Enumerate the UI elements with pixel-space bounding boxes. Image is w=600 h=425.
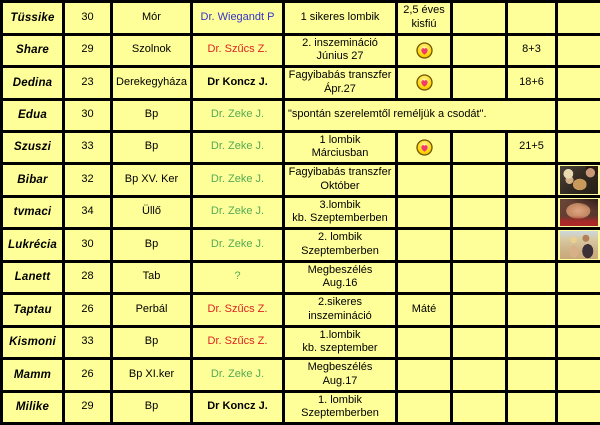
member-status <box>284 359 397 392</box>
member-result <box>507 196 557 229</box>
member-doctor: Dr Koncz J. <box>192 391 284 424</box>
table-row <box>2 261 600 294</box>
member-age: 34 <box>64 196 112 229</box>
member-name: Mamm <box>2 359 64 392</box>
member-extra-empty <box>452 229 507 262</box>
member-name: Taptau <box>2 294 64 327</box>
member-photo-cell <box>557 99 600 131</box>
member-extra <box>397 359 452 392</box>
member-name: Edua <box>2 99 64 131</box>
member-status <box>284 131 397 164</box>
member-doctor: Dr. Zeke J. <box>192 99 284 131</box>
member-age: 28 <box>64 261 112 294</box>
member-extra <box>397 326 452 359</box>
member-result <box>507 326 557 359</box>
member-status <box>284 261 397 294</box>
member-photo-couple-with-dog[interactable] <box>560 166 598 194</box>
member-photo-cell <box>557 67 600 100</box>
member-result <box>507 261 557 294</box>
member-extra <box>397 196 452 229</box>
member-photo-cell <box>557 34 600 67</box>
member-result <box>507 391 557 424</box>
member-city: Bp <box>112 99 192 131</box>
status-line: kb. Szeptemberben <box>287 212 393 226</box>
member-city: Bp <box>112 131 192 164</box>
member-photo-cell <box>557 261 600 294</box>
member-extra <box>397 229 452 262</box>
member-city: Perbál <box>112 294 192 327</box>
status-line: 1.lombik <box>287 329 393 343</box>
member-extra-empty <box>452 196 507 229</box>
member-extra-empty <box>452 359 507 392</box>
member-status <box>284 229 397 262</box>
member-name: Dedina <box>2 67 64 100</box>
member-name: Bibar <box>2 164 64 197</box>
member-status <box>284 164 397 197</box>
member-doctor: Dr. Zeke J. <box>192 131 284 164</box>
table-row <box>2 164 600 197</box>
member-age: 30 <box>64 99 112 131</box>
member-result <box>507 294 557 327</box>
status-line: Június 27 <box>287 50 393 64</box>
member-extra-empty <box>452 34 507 67</box>
member-doctor: Dr. Zeke J. <box>192 164 284 197</box>
member-age: 23 <box>64 67 112 100</box>
status-line: Márciusban <box>287 147 393 161</box>
table-row <box>2 196 600 229</box>
status-line: 2. lombik <box>287 231 393 245</box>
member-status <box>284 294 397 327</box>
member-doctor: Dr. Zeke J. <box>192 359 284 392</box>
member-extra-empty <box>452 261 507 294</box>
status-line: "spontán szerelemtől reméljük a csodát". <box>288 108 553 122</box>
member-status <box>284 2 397 35</box>
member-doctor: Dr. Szűcs Z. <box>192 326 284 359</box>
member-status <box>284 67 397 100</box>
member-extra-empty <box>452 2 507 35</box>
member-extra <box>397 67 452 100</box>
member-result: 8+3 <box>507 34 557 67</box>
member-city: Bp <box>112 326 192 359</box>
member-result <box>507 164 557 197</box>
table-row <box>2 34 600 67</box>
status-line: inszemináció <box>287 310 393 324</box>
member-photo-cell <box>557 164 600 197</box>
member-photo-cell <box>557 131 600 164</box>
status-line: Aug.17 <box>287 375 393 389</box>
member-name: Kismoni <box>2 326 64 359</box>
member-status <box>284 99 557 131</box>
status-line: Október <box>287 180 393 194</box>
status-line: 1 lombik <box>287 134 393 148</box>
member-extra <box>397 131 452 164</box>
member-name: Lanett <box>2 261 64 294</box>
status-line: 1. lombik <box>287 394 393 408</box>
member-photo-cell <box>557 196 600 229</box>
member-extra-empty <box>452 131 507 164</box>
member-extra <box>397 34 452 67</box>
member-photo-cell <box>557 391 600 424</box>
member-city: Mór <box>112 2 192 35</box>
member-age: 29 <box>64 34 112 67</box>
member-age: 30 <box>64 2 112 35</box>
member-name: Tüssike <box>2 2 64 35</box>
member-photo-cell <box>557 2 600 35</box>
member-extra: Máté <box>397 294 452 327</box>
member-city: Bp XV. Ker <box>112 164 192 197</box>
member-name: Milike <box>2 391 64 424</box>
member-doctor: Dr. Szűcs Z. <box>192 34 284 67</box>
status-line: Szeptemberben <box>287 407 393 421</box>
member-doctor: Dr. Wiegandt P <box>192 2 284 35</box>
member-name: Share <box>2 34 64 67</box>
member-status <box>284 326 397 359</box>
status-line: Megbeszélés <box>287 361 393 375</box>
table-row <box>2 229 600 262</box>
status-line: Ápr.27 <box>287 83 393 97</box>
member-doctor: Dr. Zeke J. <box>192 196 284 229</box>
member-age: 33 <box>64 326 112 359</box>
member-extra-empty <box>452 391 507 424</box>
member-status <box>284 391 397 424</box>
member-extra <box>397 391 452 424</box>
member-photo-cell <box>557 359 600 392</box>
heart-smiley-icon <box>416 42 433 59</box>
member-doctor: ? <box>192 261 284 294</box>
member-extra-empty <box>452 294 507 327</box>
member-age: 30 <box>64 229 112 262</box>
heart-smiley-icon <box>416 139 433 156</box>
member-name: Lukrécia <box>2 229 64 262</box>
table-body <box>2 2 600 424</box>
table-row <box>2 326 600 359</box>
member-status <box>284 196 397 229</box>
table-row <box>2 294 600 327</box>
member-doctor: Dr. Szűcs Z. <box>192 294 284 327</box>
status-line: 2. inszemináció <box>287 37 393 51</box>
member-city: Szolnok <box>112 34 192 67</box>
status-line: Fagyibabás transzfer <box>287 69 393 83</box>
status-line: 3.lombik <box>287 199 393 213</box>
member-name: Szuszi <box>2 131 64 164</box>
member-city: Bp XI.ker <box>112 359 192 392</box>
table-row <box>2 131 600 164</box>
member-age: 32 <box>64 164 112 197</box>
member-name: tvmaci <box>2 196 64 229</box>
member-doctor: Dr Koncz J. <box>192 67 284 100</box>
member-photo-face-closeup[interactable] <box>560 199 598 227</box>
status-line: Fagyibabás transzfer <box>287 166 393 180</box>
member-city: Bp <box>112 391 192 424</box>
member-photo-cell <box>557 294 600 327</box>
member-result: 18+6 <box>507 67 557 100</box>
heart-smiley-icon <box>416 74 433 91</box>
member-photo-beach-couple[interactable] <box>560 231 598 259</box>
member-result <box>507 2 557 35</box>
table-row <box>2 359 600 392</box>
table-row <box>2 391 600 424</box>
member-extra <box>397 164 452 197</box>
table-row <box>2 2 600 35</box>
member-age: 29 <box>64 391 112 424</box>
member-extra-empty <box>452 164 507 197</box>
member-extra-empty <box>452 67 507 100</box>
status-line: Szeptemberben <box>287 245 393 259</box>
member-age: 26 <box>64 359 112 392</box>
member-city: Derekegyháza <box>112 67 192 100</box>
member-extra <box>397 261 452 294</box>
status-line: Aug.16 <box>287 277 393 291</box>
member-result: 21+5 <box>507 131 557 164</box>
member-city: Üllő <box>112 196 192 229</box>
member-photo-cell <box>557 326 600 359</box>
member-result <box>507 229 557 262</box>
status-line: kb. szeptember <box>287 342 393 356</box>
status-line: 1 sikeres lombik <box>287 11 393 25</box>
status-line: Megbeszélés <box>287 264 393 278</box>
member-status <box>284 34 397 67</box>
member-extra: 2,5 éves kisfiú <box>397 2 452 35</box>
member-age: 26 <box>64 294 112 327</box>
member-age: 33 <box>64 131 112 164</box>
status-line: 2.sikeres <box>287 296 393 310</box>
member-photo-cell <box>557 229 600 262</box>
member-city: Tab <box>112 261 192 294</box>
member-extra-empty <box>452 326 507 359</box>
member-doctor: Dr. Zeke J. <box>192 229 284 262</box>
table-row <box>2 99 600 131</box>
member-result <box>507 359 557 392</box>
table-row <box>2 67 600 100</box>
member-city: Bp <box>112 229 192 262</box>
